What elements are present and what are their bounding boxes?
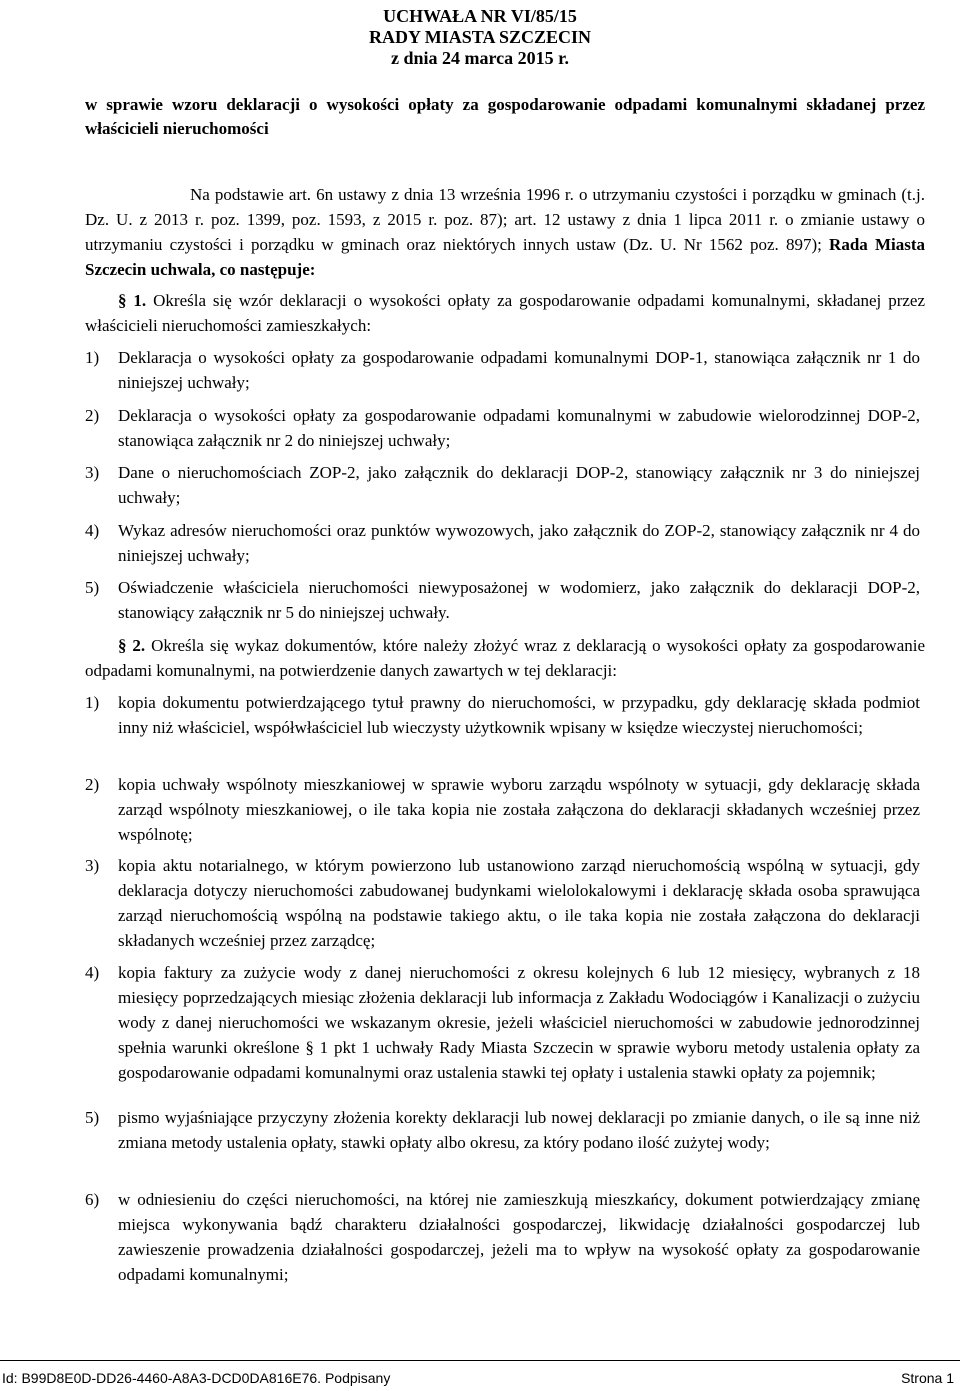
section-1-item <box>85 518 920 568</box>
item-text: Deklaracja o wysokości opłaty za gospodarowanie odpadami komunalnymi w zabudowie wielorodzinnej DOP-2, stanowiąca załącznik nr 2 do niniejszej uchwały; <box>118 406 920 450</box>
item-text: w odniesieniu do części nieruchomości, na której nie zamieszkują mieszkańcy, dokument potwierdzający zmianę miejsca wykonywania bądź charakteru działalności gospodarczej, likwidację działalności gospodarczej lub zawieszenie prowadzenia działalności gospodarczej, jeżeli ma to wpływ na wysokość opłaty za gospodarowanie odpadami komunalnymi; <box>118 1190 920 1284</box>
item-text: pismo wyjaśniające przyczyny złożenia korekty deklaracji lub nowej deklaracji po zmianie danych, o ile są inne niż zmiana metody ustalenia opłaty, stawki opłaty albo okresu, za który podano ilość zużytej wody; <box>118 1108 920 1152</box>
item-number: 2) <box>85 775 100 794</box>
section-1-item <box>85 345 920 395</box>
item-number: 5) <box>85 1108 100 1127</box>
section-1-item <box>85 403 920 453</box>
preamble-text: Na podstawie art. 6n ustawy z dnia 13 września 1996 r. o utrzymaniu czystości i porządku w gminach (t.j. Dz. U. z 2013 r. poz. 1399, poz. 1593, z 2015 r. poz. 87); art. 12 ustawy z dnia 1 lipca 2011 r. o zmianie ustawy o utrzymaniu czystości i porządku w gminach oraz niektórych innych ustaw (Dz. U. Nr 1562 poz. 897); <box>85 185 925 254</box>
section-2-item <box>85 1105 920 1155</box>
item-number: 6) <box>85 1190 100 1209</box>
document-id: Id: B99D8E0D-DD26-4460-A8A3-DCD0DA816E76. Podpisany <box>2 1370 391 1386</box>
item-text: Dane o nieruchomościach ZOP-2, jako załącznik do deklaracji DOP-2, stanowiący załącznik nr 3 do niniejszej uchwały; <box>118 463 920 507</box>
item-number: 1) <box>85 348 100 367</box>
preamble-bold: Rada Miasta Szczecin uchwala, co następuje: <box>85 235 925 279</box>
item-number: 4) <box>85 963 100 982</box>
item-text: kopia uchwały wspólnoty mieszkaniowej w sprawie wyboru zarządu wspólnoty w sytuacji, gdy deklarację składa zarząd wspólnoty mieszkaniowej, o ile taka kopia nie została załączona do deklaracji składanych wcześniej przez wspólnotę; <box>118 775 920 844</box>
footer-divider <box>0 1360 960 1361</box>
resolution-number: UCHWAŁA NR VI/85/15 <box>383 6 577 26</box>
item-text: Oświadczenie właściciela nieruchomości niewyposażonej w wodomierz, jako załącznik do deklaracji DOP-2, stanowiący załącznik nr 5 do niniejszej uchwały. <box>118 578 920 622</box>
page-number: Strona 1 <box>901 1370 954 1386</box>
section-2-text: Określa się wykaz dokumentów, które należy złożyć wraz z deklaracją o wysokości opłaty za gospodarowanie odpadami komunalnymi, na potwierdzenie danych zawartych w tej deklaracji: <box>85 636 926 680</box>
item-text: Deklaracja o wysokości opłaty za gospodarowanie odpadami komunalnymi DOP-1, stanowiąca załącznik nr 1 do niniejszej uchwały; <box>118 348 920 392</box>
item-text: kopia aktu notarialnego, w którym powierzono lub ustanowiono zarząd nieruchomością wspólną w sytuacji, gdy deklaracja dotyczy nieruchomości zabudowanej budynkami wielolokalowymi i deklarację składa osoba sprawująca zarząd nieruchomością wspólną na podstawie takiego aktu, o ile taka kopia nie została załączona do deklaracji składanych wcześniej przez zarządcę; <box>118 856 920 950</box>
preamble <box>85 182 925 282</box>
section-2-item <box>85 1187 920 1287</box>
section-2-label: § 2. <box>118 636 146 655</box>
section-2-item <box>85 853 920 953</box>
section-1-label: § 1. <box>118 291 147 310</box>
council-name: RADY MIASTA SZCZECIN <box>368 27 592 47</box>
item-number: 1) <box>85 693 100 712</box>
resolution-title: w sprawie wzoru deklaracji o wysokości opłaty za gospodarowanie odpadami komunalnymi składanej przez właścicieli nieruchomości <box>85 95 925 138</box>
item-number: 3) <box>85 463 100 482</box>
section-2-item <box>85 690 920 740</box>
section-1-item <box>85 460 920 510</box>
section-2 <box>85 633 925 683</box>
section-1-item <box>85 575 920 625</box>
item-number: 2) <box>85 406 100 425</box>
section-1 <box>85 288 925 338</box>
item-text: kopia dokumentu potwierdzającego tytuł prawny do nieruchomości, w przypadku, gdy deklarację składa podmiot inny niż właściciel, współwłaściciel lub wieczysty użytkownik wpisany w księdze wieczystej nieruchomości; <box>118 693 920 737</box>
resolution-date: z dnia 24 marca 2015 r. <box>391 48 569 68</box>
section-1-text: Określa się wzór deklaracji o wysokości opłaty za gospodarowanie odpadami komunalnymi, składanej przez właścicieli nieruchomości zamieszkałych: <box>85 291 926 335</box>
section-2-item <box>85 772 920 847</box>
item-number: 5) <box>85 578 100 597</box>
item-number: 4) <box>85 521 100 540</box>
section-2-item <box>85 960 920 1085</box>
item-number: 3) <box>85 856 100 875</box>
item-text: Wykaz adresów nieruchomości oraz punktów wywozowych, jako załącznik do ZOP-2, stanowiący załącznik nr 4 do niniejszej uchwały; <box>118 521 920 565</box>
item-text: kopia faktury za zużycie wody z danej nieruchomości z okresu kolejnych 6 lub 12 miesięcy, wybranych z 18 miesięcy poprzedzających miesiąc złożenia deklaracji lub informacja z Zakładu Wodociągów i Kanalizacji o zużyciu wody z danej nieruchomości we wskazanym okresie, jeżeli właściciel nieruchomości w zabudowie jednorodzinnej spełnia warunki określone § 1 pkt 1 uchwały Rady Miasta Szczecin w sprawie wyboru metody ustalenia opłaty za gospodarowanie odpadami komunalnymi oraz ustalenia stawki tej opłaty i ustalenia stawki opłaty za pojemnik; <box>118 963 920 1082</box>
